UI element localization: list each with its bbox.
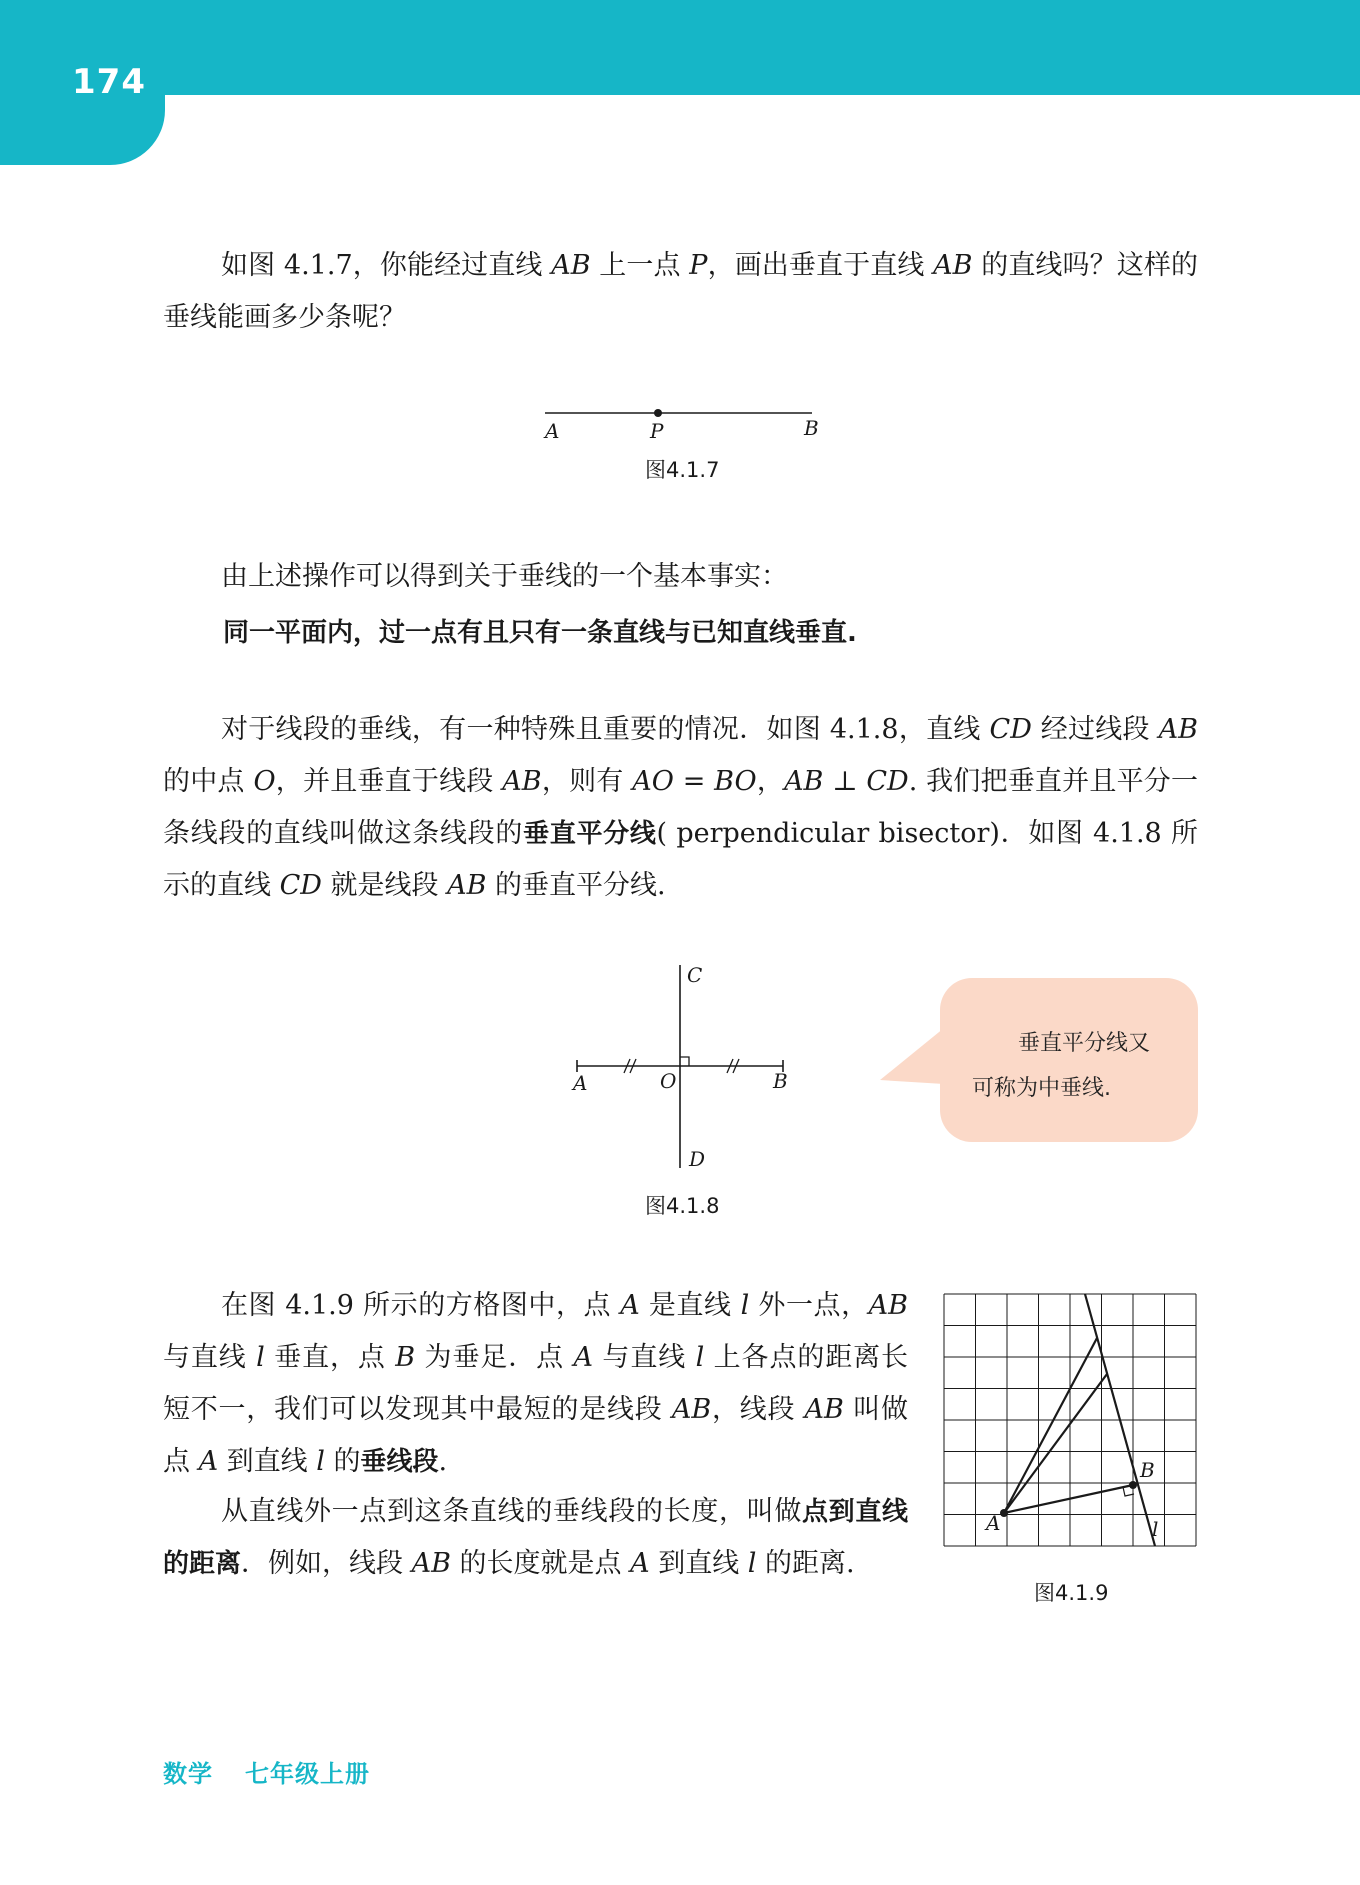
footer-grade: 七年级上册 <box>245 1760 370 1788</box>
term-distance-point-to-line: 点到直线的距离 <box>163 1497 908 1579</box>
fact-statement: 同一平面内，过一点有且只有一条直线与已知直线垂直. <box>223 618 857 648</box>
label-a: A <box>573 1071 588 1095</box>
figure-4-1-9 <box>940 1290 1202 1552</box>
label-a: A <box>986 1511 1001 1535</box>
label-o: O <box>660 1069 677 1093</box>
fact-intro: 由上述操作可以得到关于垂线的一个基本事实： <box>221 561 788 592</box>
label-c: C <box>687 963 703 987</box>
paragraph-4: 从直线外一点到这条直线的垂线段的长度，叫做点到直线的距离．例如，线段 AB 的长度就是点 A 到直线 l 的距离. <box>163 1496 908 1579</box>
grid <box>944 1294 1196 1546</box>
figure-4-1-9-caption: 图4.1.9 <box>1034 1581 1109 1605</box>
label-a: A <box>545 419 560 443</box>
label-p: P <box>650 419 664 443</box>
paragraph-1: 如图 4.1.7，你能经过直线 AB 上一点 P，画出垂直于直线 AB 的直线吗？这样的垂线能画多少条呢？ <box>163 250 1198 333</box>
figure-4-1-7-caption: 图4.1.7 <box>645 458 720 482</box>
callout-tail <box>880 1028 944 1084</box>
right-angle-mark <box>680 1057 689 1066</box>
callout-line-2: 可称为中垂线. <box>972 1076 1111 1101</box>
point-a <box>1000 1509 1008 1517</box>
segment-a-middle <box>1004 1374 1107 1513</box>
figure-4-1-8 <box>565 960 800 1175</box>
footer-subject: 数学 <box>163 1760 213 1788</box>
figure-4-1-8-caption: 图4.1.8 <box>645 1194 720 1218</box>
page-number: 174 <box>72 62 146 102</box>
label-b: B <box>773 1069 788 1093</box>
paragraph-3: 在图 4.1.9 所示的方格图中，点 A 是直线 l 外一点，AB 与直线 l 垂直，点 B 为垂足．点 A 与直线 l 上各点的距离长短不一，我们可以发现其中最短的是线段 AB，线段 AB 叫做点 A 到直线 l 的垂线段. <box>163 1290 908 1477</box>
point-b <box>1129 1481 1137 1489</box>
header-band <box>0 0 1360 95</box>
footer <box>163 1754 402 1789</box>
segment-a-upper <box>1004 1338 1097 1513</box>
term-perpendicular-segment: 垂线段 <box>360 1447 439 1477</box>
figure-4-1-7 <box>540 400 830 450</box>
label-d: D <box>689 1147 706 1171</box>
paragraph-2: 对于线段的垂线，有一种特殊且重要的情况．如图 4.1.8，直线 CD 经过线段 AB 的中点 O，并且垂直于线段 AB，则有 AO = BO，AB ⊥ CD. 我们把垂直并且平分一条线段的直线叫做这条线段的垂直平分线( perpendicular bisector)．如图 4.1.8 所示的直线 CD 就是线段 AB 的垂直平分线. <box>163 714 1198 901</box>
segment-ab <box>1004 1485 1133 1513</box>
callout-line-1: 垂直平分线又 <box>1018 1031 1151 1056</box>
label-l: l <box>1152 1517 1159 1541</box>
label-b: B <box>804 416 819 440</box>
callout-bubble <box>940 978 1198 1142</box>
point-p <box>654 409 662 417</box>
label-b: B <box>1140 1458 1155 1482</box>
term-perpendicular-bisector: 垂直平分线 <box>523 819 657 849</box>
